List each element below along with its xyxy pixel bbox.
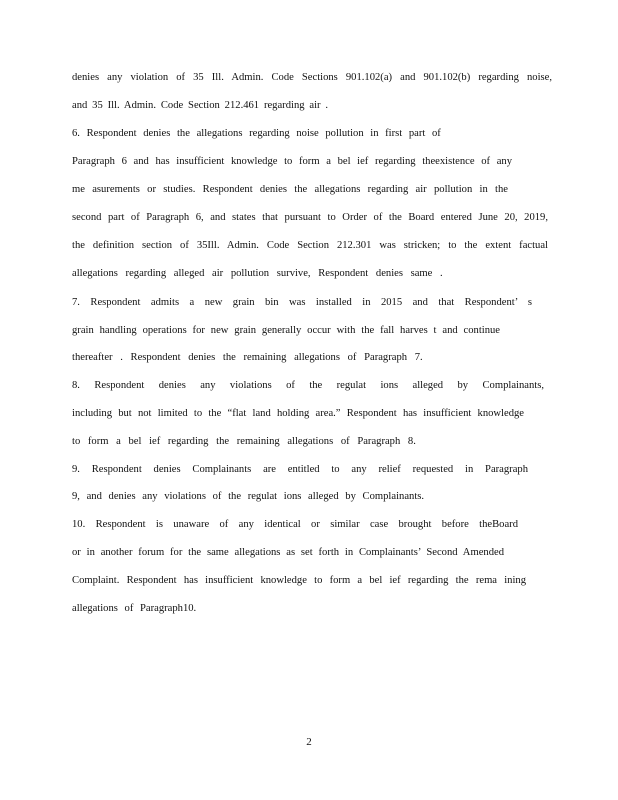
text-line: grain handling operations for new grain generally occur with the fall harves t and continue — [72, 325, 500, 336]
text-line: me asurements or studies. Respondent denies the allegations regarding air pollution in the — [72, 184, 508, 195]
text-line: denies any violation of 35 Ill. Admin. Code Sections 901.102(a) and 901.102(b) regarding noise, — [72, 72, 552, 83]
text-line: to form a bel ief regarding the remaining allegations of Paragraph 8. — [72, 436, 416, 447]
text-line: and 35 Ill. Admin. Code Section 212.461 regarding air . — [72, 100, 329, 111]
text-line: allegations of Paragraph10. — [72, 603, 197, 614]
text-line: including but not limited to the “flat land holding area.” Respondent has insufficient knowledge — [72, 408, 524, 419]
text-line: second part of Paragraph 6, and states that pursuant to Order of the Board entered June 20, 2019, — [72, 212, 548, 223]
paragraph-7-start: 7. Respondent admits a new grain bin was installed in 2015 and that Respondent’ s — [72, 297, 532, 308]
paragraph-10-start: 10. Respondent is unaware of any identical or similar case brought before theBoard — [72, 519, 518, 530]
text-line: the definition section of 35Ill. Admin. Code Section 212.301 was stricken; to the extent factual — [72, 240, 548, 251]
text-line: thereafter . Respondent denies the remaining allegations of Paragraph 7. — [72, 352, 423, 363]
paragraph-6-start: 6. Respondent denies the allegations regarding noise pollution in first part of — [72, 128, 441, 139]
text-line: Paragraph 6 and has insufficient knowledge to form a bel ief regarding theexistence of any — [72, 156, 512, 167]
text-line: 9, and denies any violations of the regulat ions alleged by Complainants. — [72, 491, 425, 502]
text-line: or in another forum for the same allegations as set forth in Complainants’ Second Amended — [72, 547, 504, 558]
paragraph-9-start: 9. Respondent denies Complainants are entitled to any relief requested in Paragraph — [72, 464, 528, 475]
paragraph-8-start: 8. Respondent denies any violations of the regulat ions alleged by Complainants, — [72, 380, 544, 391]
page-number: 2 — [306, 736, 312, 748]
text-line: allegations regarding alleged air pollution survive, Respondent denies same . — [72, 268, 443, 279]
text-line: Complaint. Respondent has insufficient knowledge to form a bel ief regarding the rema ining — [72, 575, 526, 586]
